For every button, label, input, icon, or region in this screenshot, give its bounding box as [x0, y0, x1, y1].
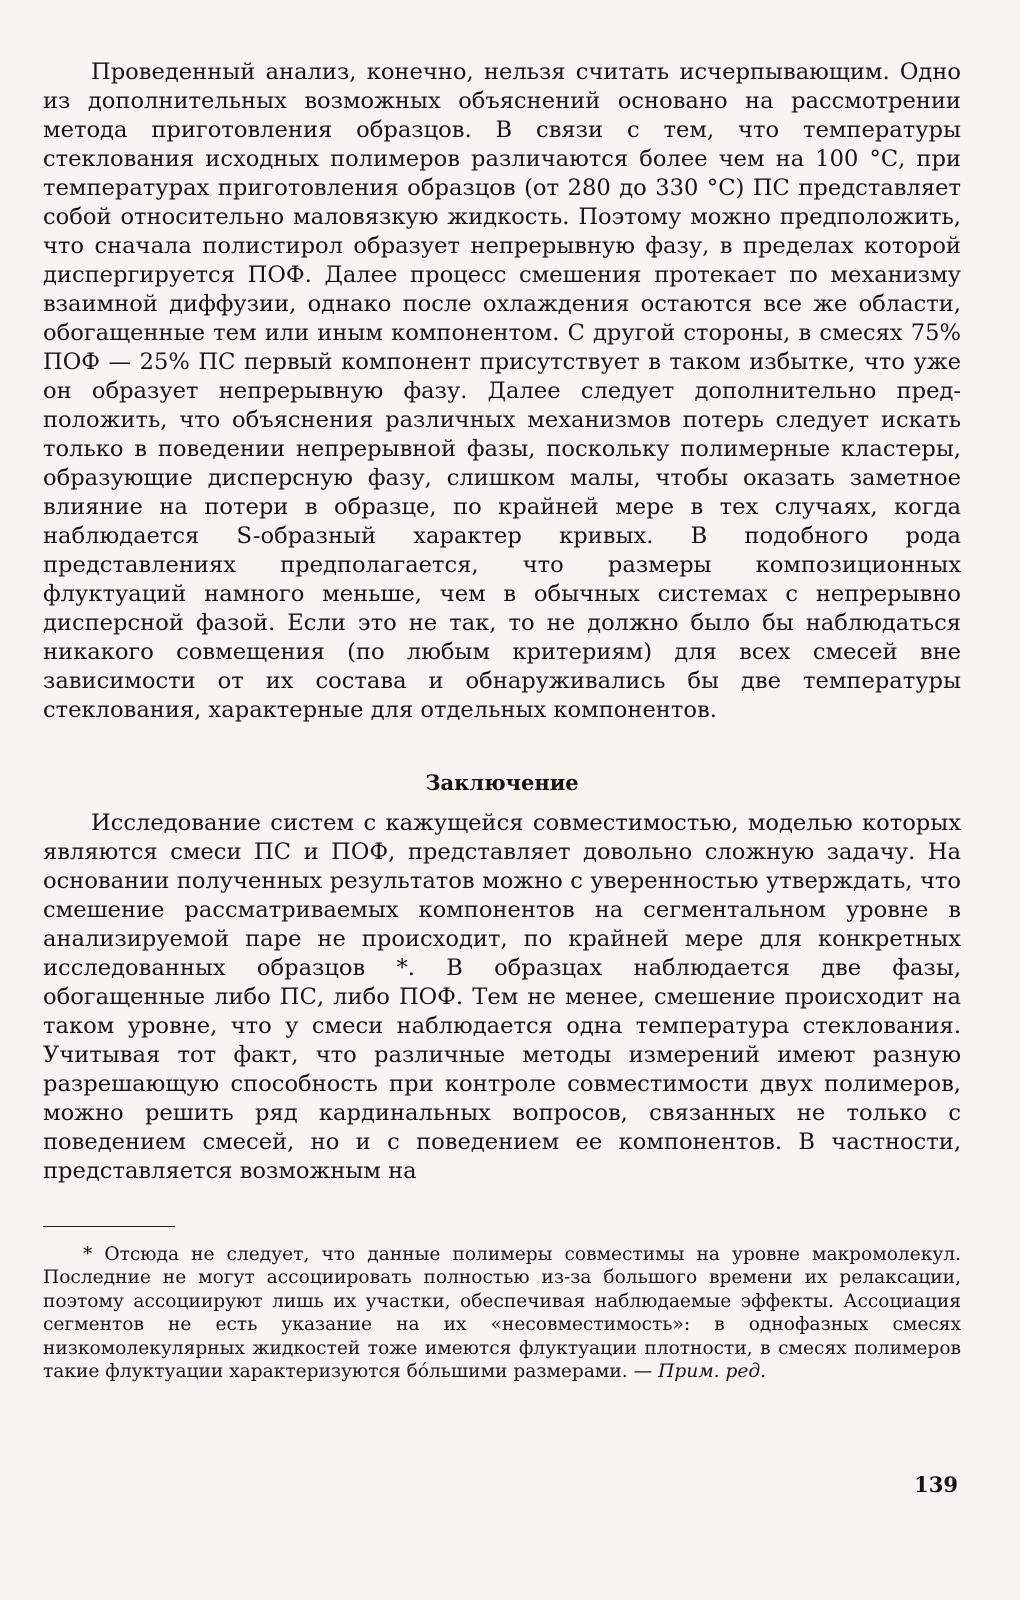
page-body	[43, 58, 961, 1383]
section-heading: Заключение	[425, 770, 579, 795]
body-paragraph-2: Исследование систем с кажущейся совместимостью, моделью которых являются смеси ПС и ПОФ, представляет довольно сложную задачу. На основании полученных результатов можно с уверенностью утверждать, что смешение рассматриваемых компонентов на сегментальном уровне в анализируемой паре не происходит, по крайней мере для конкретных исследованных образцов *. В образцах наблюдается две фазы, обогащенные либо ПС, либо ПОФ. Тем не менее, смешение происходит на таком уровне, что у смеси наблюдается одна температура стеклования. Учитывая тот факт, что различные методы измерений имеют разную разрешающую способность при контроле совместимости двух полимеров, можно решить ряд кардинальных вопросов, связанных не только с поведением смесей, но и с поведением ее компонентов. В частности, представляется возможным на	[43, 810, 961, 1184]
editor-note: Прим. ред.	[658, 1361, 767, 1383]
footnote-text: * Отсюда не следует, что данные полимеры совместимы на уровне макромолекул. Последние не могут ассоциировать полностью из-за большого времени их релаксации, поэтому ассоциируют лишь их участки, обеспечивая наблюдаемые эффекты. Ассоциация сегментов не есть указание на их «несовместимость»: в однофазных смесях низкомолекулярных жидкостей тоже имеются флуктуации плотности, в смесях полимеров такие флуктуации характеризуются бо́льшими размерами. —	[43, 1244, 961, 1383]
page-number: 139	[914, 1472, 958, 1497]
footnote	[43, 1243, 961, 1383]
body-paragraph-1: Проведенный анализ, конечно, нельзя считать исчерпывающим. Одно из дополнительных возможных объяснений основано на рассмотрении метода приготовления образцов. В связи с тем, что температуры стеклования исходных полимеров различаются более чем на 100 °С, при температурах приготовления образцов (от 280 до 330 °С) ПС представляет собой относительно маловязкую жидкость. Поэтому можно предположить, что сначала полистирол образует непрерывную фазу, в пределах которой диспергируется ПОФ. Далее процесс смешения протекает по механизму взаимной диффузии, однако после охлаждения остаются все же области, обогащенные тем или иным компонентом. С другой стороны, в смесях 75% ПОФ — 25% ПС первый компонент присутствует в таком избытке, что уже он образует непрерывную фазу. Далее следует дополнительно предположить, что объяснения различных механизмов потерь следует искать только в поведении непрерывной фазы, поскольку полимерные кластеры, образующие дисперсную фазу, слишком малы, чтобы оказать заметное влияние на потери в образце, по крайней мере в тех случаях, когда наблюдается S-образный характер кривых. В подобного рода представлениях предполагается, что размеры композиционных флуктуаций намного меньше, чем в обычных системах с непрерывно дисперсной фазой. Если это не так, то не должно было бы наблюдаться никакого совмещения (по любым критериям) для всех смесей вне зависимости от их состава и обнаруживались бы две температуры стеклования, характерные для отдельных компонентов.	[43, 59, 961, 723]
footnote-divider	[43, 1226, 175, 1227]
